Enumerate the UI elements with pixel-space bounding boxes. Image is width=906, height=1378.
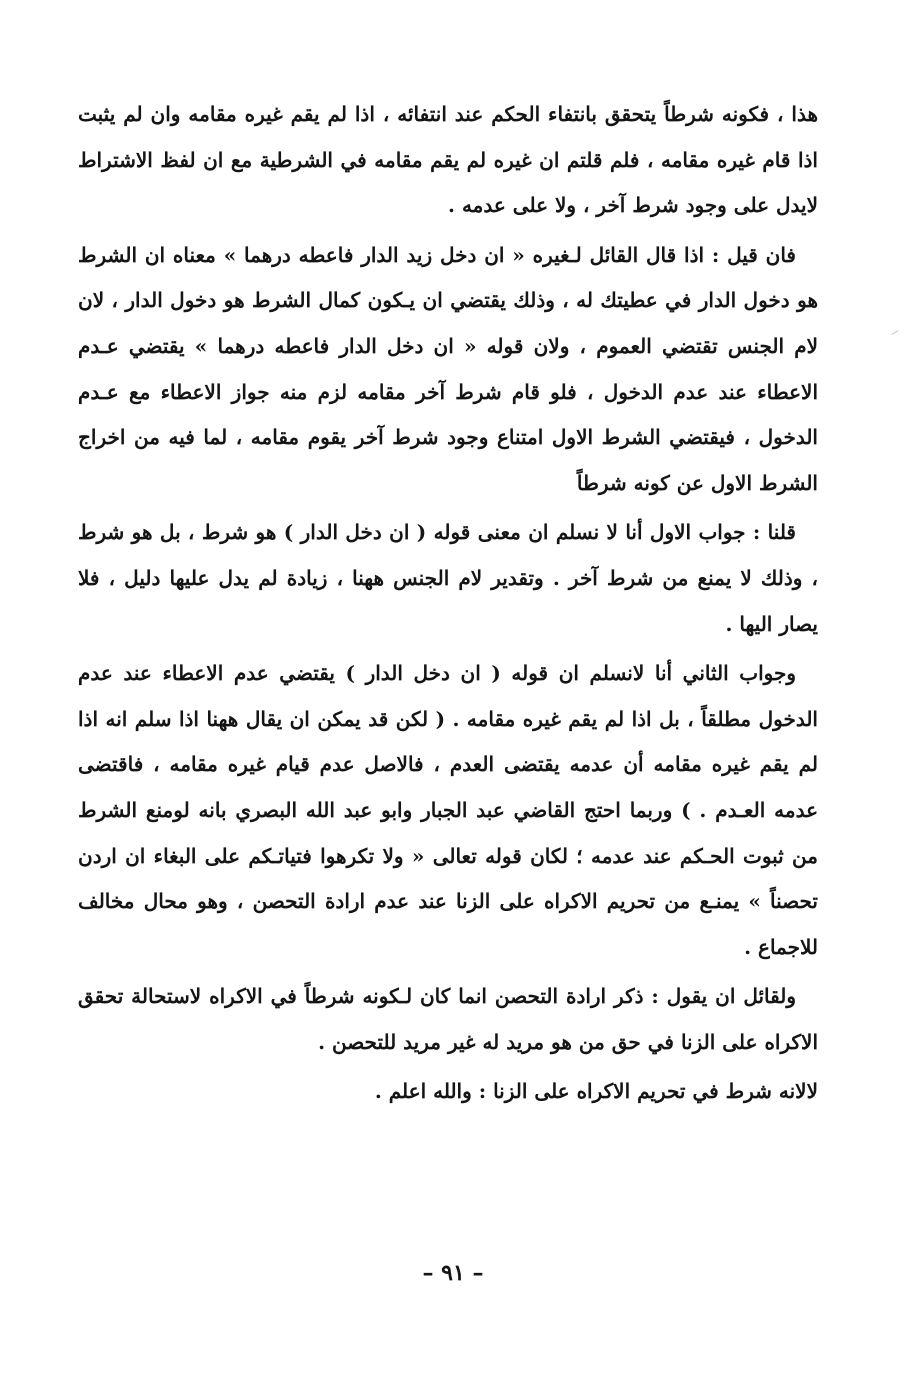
paragraph-1: هذا ، فكونه شرطاً يتحقق بانتفاء الحكم عند انتفائه ، اذا لم يقم غيره مقامه وان لم يثبت اذا قام غيره مقامه ، فلم قلتم ان غيره لم يقم مقامه في الشرطية مع ان لفظ الاشتراط لايدل على وجود شرط آخر ، ولا على عدمه . xyxy=(78,102,818,218)
paragraph-3: قلنا : جواب الاول أنا لا نسلم ان معنى قوله ( ان دخل الدار ) هو شرط ، بل هو شرط ، وذلك لا يمنع من شرط آخر . وتقدير لام الجنس ههنا ، زيادة لم يدل عليها دليل ، فلا يصار اليها . xyxy=(78,520,818,636)
paragraph-4: وجواب الثاني أنا لانسلم ان قوله ( ان دخل الدار ) يقتضي عدم الاعطاء عند عدم الدخول مطلقاً ، بل اذا لم يقم غيره مقامه . ( لكن قد يمكن ان يقال ههنا اذا سلم انه اذا لم يقم غيره مقامه أن عدمه يقتضى العدم ، فالاصل عدم قيام غيره مقامه ، فاقتضى عدمه العـدم . ) وربما احتج القاضي عبد الجبار وابو عبد الله البصري بانه لومنع الشرط من ثبوت الحـكم عند عدمه ؛ لكان قوله تعالى « ولا تكرهوا فتياتـكم على البغاء ان اردن تحصناً » يمنـع من تحريم الاكراه على الزنا عند عدم ارادة التحصن ، وهو محال مخالف للاجماع . xyxy=(78,661,818,959)
paragraph-2: فان قيل : اذا قال القائل لـغيره « ان دخل زيد الدار فاعطه درهما » معناه ان الشرط هو دخول الدار في عطيتك له ، وذلك يقتضي ان يـكون كمال الشرط هو دخول الدار ، لان لام الجنس تقتضي العموم ، ولان قوله « ان دخل الدار فاعطه درهما » يقتضي عـدم الاعطاء عند عدم الدخول ، فلو قام شرط آخر مقامه لزم منه جواز الاعطاء مع عـدم الدخول ، فيقتضي الشرط الاول امتناع وجود شرط آخر يقوم مقامه ، لما فيه من اخراج الشرط الاول عن كونه شرطاً xyxy=(78,242,818,495)
paragraph-5: ولقائل ان يقول : ذكر ارادة التحصن انما كان لـكونه شرطاً في الاكراه لاستحالة تحقق الاكراه على الزنا في حق من هو مريد له غير مريد للتحصن . xyxy=(78,984,818,1054)
paragraph-6: لالانه شرط في تحريم الاكراه على الزنا : والله اعلم . xyxy=(374,1079,818,1104)
margin-mark xyxy=(891,330,898,335)
main-text xyxy=(78,92,818,1119)
page-number: – ٩١ – xyxy=(422,1260,484,1286)
